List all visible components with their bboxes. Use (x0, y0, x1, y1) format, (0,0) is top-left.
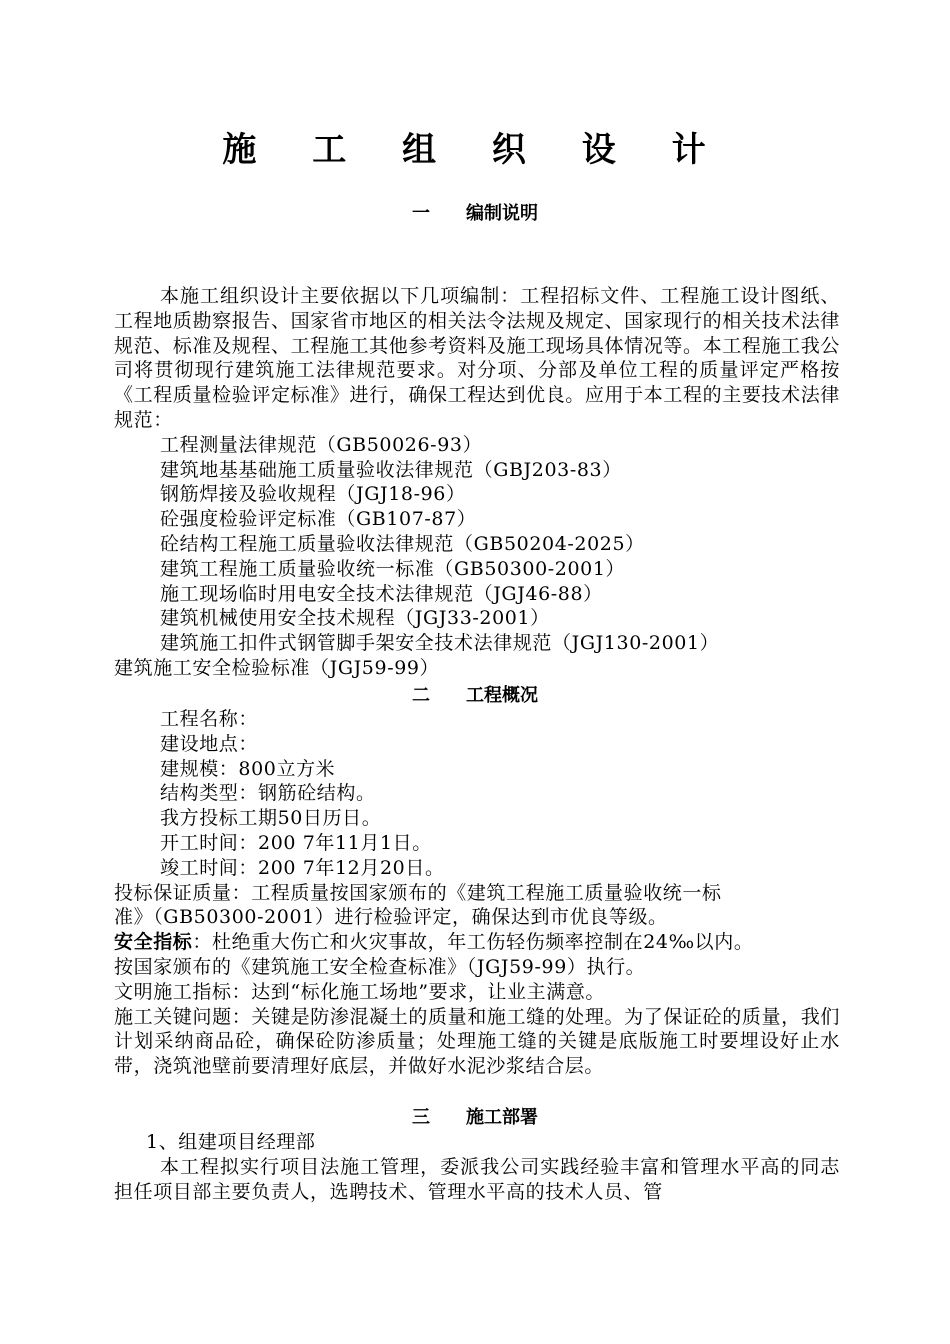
document-title: 施 工 组 织 设 计 (222, 130, 728, 170)
overview-item: 工程名称： (160, 708, 259, 730)
standard-item: 钢筋焊接及验收规程（JGJ18-96） (160, 483, 466, 506)
overview-item: 我方投标工期50日历日。 (160, 807, 382, 830)
section-number: 三 (412, 1107, 430, 1128)
overview-item: 竣工时间：200 7年12月20日。 (160, 856, 445, 879)
safety-line (114, 930, 840, 955)
deploy-item: 1、组建项目经理部 (146, 1131, 316, 1153)
standard-item: 工程测量法律规范（GB50026-93） (160, 433, 483, 456)
section-2-body (114, 707, 840, 1079)
safety-label: 安全指标 (114, 931, 193, 954)
safety-line-2: 按国家颁布的《建筑施工安全检查标准》（JGJ59-99）执行。 (114, 955, 646, 978)
section-title: 工程概况 (466, 685, 538, 706)
standard-item: 建筑机械使用安全技术规程（JGJ33-2001） (160, 607, 550, 630)
quality-line: 准》（GB50300-2001）进行检验评定，确保达到市优良等级。 (114, 906, 668, 929)
standard-item: 建筑地基基础施工质量验收法律规范（GBJ203-83） (160, 458, 622, 481)
standard-item: 建筑工程施工质量验收统一标准（GB50300-2001） (160, 557, 626, 580)
section-number: 一 (412, 203, 430, 224)
overview-item: 建设地点： (160, 732, 259, 755)
deploy-paragraph: 本工程拟实行项目法施工管理，委派我公司实践经验丰富和管理水平高的同志担任项目部主要负责人，选聘技术、管理水平高的技术人员、管 (114, 1155, 840, 1203)
section-title: 编制说明 (466, 203, 538, 224)
section-3-body (114, 1130, 840, 1204)
key-issue-paragraph: 施工关键问题：关键是防渗混凝土的质量和施工缝的处理。为了保证砼的质量，我们计划采纳商品砼，确保砼防渗质量；处理施工缝的关键是底版施工时要埋设好止水带，浇筑池壁前要清理好底层，并做好水泥沙浆结合层。 (114, 1005, 840, 1078)
section-heading-2 (0, 684, 950, 708)
overview-item: 开工时间：200 7年11月1日。 (160, 831, 432, 854)
section-number: 二 (412, 685, 430, 706)
quality-line: 投标保证质量：工程质量按国家颁布的《建筑工程施工质量验收统一标 (114, 881, 722, 904)
intro-paragraph: 本施工组织设计主要依据以下几项编制：工程招标文件、工程施工设计图纸、工程地质勘察报告、国家省市地区的相关法令法规及规定、国家现行的相关技术法律规范、标准及规程、工程施工其他参考资料及施工现场具体情况等。本工程施工我公司将贯彻现行建筑施工法律规范要求。对分项、分部及单位工程的质量评定严格按《工程质量检验评定标准》进行，确保工程达到优良。应用于本工程的主要技术法律规范： (114, 285, 840, 431)
standard-item: 建筑施工扣件式钢管脚手架安全技术法律规范（JGJ130-2001） (160, 632, 720, 655)
section-heading-3 (0, 1106, 950, 1130)
section-1-body (114, 284, 840, 681)
standard-item: 砼强度检验评定标准（GB107-87） (160, 508, 477, 531)
standard-item: 砼结构工程施工质量验收法律规范（GB50204-2025） (160, 532, 645, 555)
overview-item: 结构类型：钢筋砼结构。 (160, 782, 376, 805)
section-title: 施工部署 (466, 1107, 538, 1128)
section-heading-1 (0, 202, 950, 226)
overview-item: 建规模：800立方米 (160, 757, 336, 780)
civilized-line: 文明施工指标：达到“标化施工场地”要求，让业主满意。 (114, 980, 606, 1003)
standard-item-last: 建筑施工安全检验标准（JGJ59-99） (114, 656, 440, 679)
standard-item: 施工现场临时用电安全技术法律规范（JGJ46-88） (160, 582, 603, 605)
safety-text: ：杜绝重大伤亡和火灾事故，年工伤轻伤频率控制在24‰以内。 (192, 931, 754, 954)
